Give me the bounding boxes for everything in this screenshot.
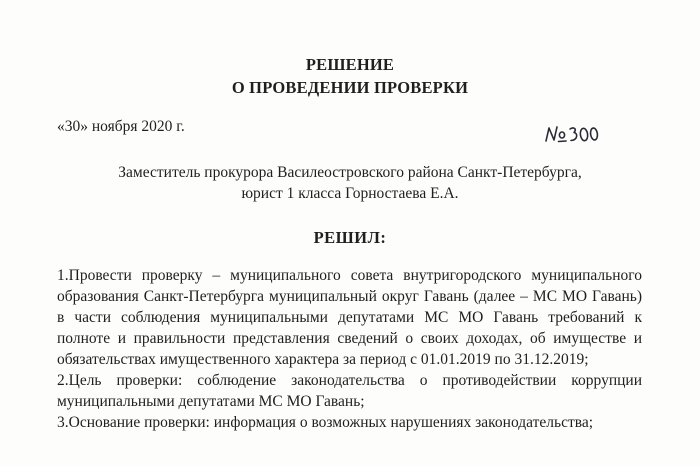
decision-item-1: 1.Провести проверку – муниципального совета внутригородского муниципального образования Санкт-Петербурга муниципальный округ Гавань (далее – МС МО Гавань) в части соблюдения муниципальными депутатами МС МО Гавань требований к полноте и правильности представления сведений о своих доходах, об имуществе и обязательствах имущественного характера за период с 01.01.2019 по 31.12.2019; xyxy=(57,267,642,368)
document-subtitle: О ПРОВЕДЕНИИ ПРОВЕРКИ xyxy=(231,78,469,97)
decided-heading: РЕШИЛ: xyxy=(313,228,387,247)
document-title: РЕШЕНИЕ xyxy=(305,55,395,74)
issuer-name: юрист 1 класса Горностаева Е.А. xyxy=(241,185,459,202)
decision-body xyxy=(57,265,642,433)
handwritten-document-number xyxy=(543,122,603,152)
document-date: «30» ноября 2020 г. xyxy=(57,118,185,135)
issuer-position: Заместитель прокурора Василеостровского района Санкт-Петербурга, xyxy=(118,164,582,181)
decision-item-2: 2.Цель проверки: соблюдение законодательства о противодействии коррупции муниципальными депутатами МС МО Гавань; xyxy=(57,372,642,410)
decision-item-3: 3.Основание проверки: информация о возможных нарушениях законодательства; xyxy=(57,414,594,431)
